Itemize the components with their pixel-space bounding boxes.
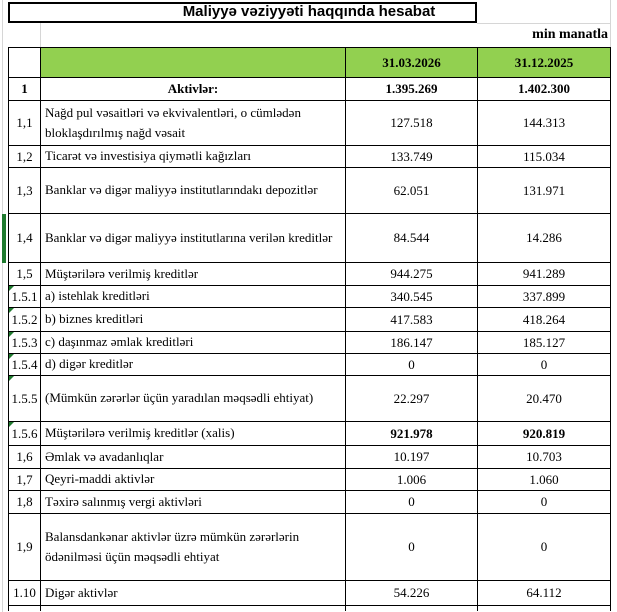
table-row [9, 332, 611, 354]
table-row [9, 263, 611, 286]
row-label-cell[interactable]: b) biznes kreditləri [41, 308, 346, 332]
row-number-cell[interactable]: 1,5 [9, 263, 41, 286]
table-row [9, 286, 611, 308]
row-label-cell[interactable]: a) istehlak kreditləri [41, 286, 346, 308]
row-number-cell[interactable]: 1,9 [9, 514, 41, 581]
value-cell-2025[interactable]: 1.402.300 [478, 78, 611, 101]
row-number-cell[interactable]: 1,8 [9, 491, 41, 514]
value-cell-2026[interactable]: 0 [346, 514, 478, 581]
row-label-cell[interactable]: Müştərilərə verilmiş kreditlər [41, 263, 346, 286]
table-row [9, 146, 611, 168]
value-cell-2025[interactable]: 1.060 [478, 469, 611, 491]
value-cell-2025[interactable]: 185.127 [478, 332, 611, 354]
row-label-cell[interactable]: d) digər kreditlər [41, 354, 346, 376]
row-number-cell[interactable] [9, 376, 41, 422]
value-cell-2026[interactable]: 22.297 [346, 376, 478, 422]
table-row [9, 354, 611, 376]
error-indicator-triangle-icon [9, 286, 14, 291]
row-label-cell[interactable]: (Mümkün zərərlər üçün yaradılan məqsədli ehtiyat) [41, 376, 346, 422]
value-cell-2026[interactable]: 62.051 [346, 168, 478, 214]
table-row [9, 101, 611, 146]
value-cell-2025[interactable]: 418.264 [478, 308, 611, 332]
table-row [9, 422, 611, 446]
value-cell-2026[interactable]: 340.545 [346, 286, 478, 308]
table-row [9, 514, 611, 581]
value-cell-2026[interactable]: 1.006 [346, 469, 478, 491]
value-cell-2026[interactable]: 186.147 [346, 332, 478, 354]
row-label-cell[interactable]: Nağd pul vəsaitləri və ekvivalentləri, o cümlədən bloklaşdırılmış nağd vəsait [41, 101, 346, 146]
value-cell-2025[interactable]: 0 [478, 354, 611, 376]
partial-cell [41, 606, 346, 611]
error-indicator-triangle-icon [9, 332, 14, 337]
error-indicator-triangle-icon [9, 354, 14, 359]
value-cell-2025[interactable]: 64.112 [478, 581, 611, 606]
table-header-row [9, 48, 611, 78]
row-label-cell[interactable]: Digər aktivlər [41, 581, 346, 606]
partial-cell [9, 606, 41, 611]
table-row [9, 78, 611, 101]
error-indicator-triangle-icon [9, 422, 14, 427]
value-cell-2025[interactable]: 0 [478, 514, 611, 581]
table-row [9, 214, 611, 263]
value-cell-2026[interactable]: 0 [346, 354, 478, 376]
table-row [9, 491, 611, 514]
row-label-cell[interactable]: Ticarət və investisiya qiymətli kağızları [41, 146, 346, 168]
partial-cell [478, 606, 611, 611]
row-label-cell[interactable]: c) daşınmaz əmlak kreditləri [41, 332, 346, 354]
row-number-cell[interactable] [9, 332, 41, 354]
value-cell-2026[interactable]: 944.275 [346, 263, 478, 286]
financial-table [8, 47, 611, 611]
green-left-marker [2, 214, 6, 263]
partial-cell [346, 606, 478, 611]
unit-note[interactable]: min manatla [532, 27, 608, 42]
row-number-cell[interactable]: 1,4 [9, 214, 41, 263]
report-title: Maliyyə vəziyyəti haqqında hesabat [182, 3, 436, 20]
error-indicator-triangle-icon [9, 308, 14, 313]
row-number: 1.5.6 [11, 425, 38, 441]
row-number: 1.5.3 [11, 334, 38, 350]
header-date-2026-cell[interactable]: 31.03.2026 [346, 48, 478, 78]
value-cell-2025[interactable]: 920.819 [478, 422, 611, 446]
gridline-left [2, 0, 3, 612]
value-cell-2026[interactable]: 417.583 [346, 308, 478, 332]
row-number-cell[interactable]: 1 [9, 78, 41, 101]
value-cell-2026[interactable]: 127.518 [346, 101, 478, 146]
value-cell-2026[interactable]: 54.226 [346, 581, 478, 606]
value-cell-2025[interactable]: 131.971 [478, 168, 611, 214]
row-number: 1.5.2 [11, 311, 38, 327]
value-cell-2025[interactable]: 337.899 [478, 286, 611, 308]
row-number-cell[interactable]: 1,1 [9, 101, 41, 146]
value-cell-2025[interactable]: 20.470 [478, 376, 611, 422]
row-number: 1.5.1 [11, 288, 38, 304]
table-row [9, 308, 611, 332]
row-number-cell[interactable]: 1,3 [9, 168, 41, 214]
header-label-cell[interactable] [41, 48, 346, 78]
value-cell-2025[interactable]: 0 [478, 491, 611, 514]
row-number-cell[interactable]: 1.10 [9, 581, 41, 606]
value-cell-2025[interactable]: 10.703 [478, 446, 611, 469]
table-row [9, 446, 611, 469]
value-cell-2025[interactable]: 115.034 [478, 146, 611, 168]
row-number: 1.5.5 [11, 390, 38, 406]
value-cell-2025[interactable]: 941.289 [478, 263, 611, 286]
row-number-cell[interactable] [9, 308, 41, 332]
table-row [9, 581, 611, 606]
value-cell-2025[interactable]: 144.313 [478, 101, 611, 146]
row-label-cell[interactable]: Aktivlər: [41, 78, 346, 101]
value-cell-2026[interactable]: 1.395.269 [346, 78, 478, 101]
row-label-cell[interactable]: Banklar və digər maliyyə institutlarına verilən kreditlər [41, 214, 346, 263]
row-number-cell[interactable] [9, 422, 41, 446]
row-label-cell[interactable]: Qeyri-maddi aktivlər [41, 469, 346, 491]
row-label-cell[interactable]: Banklar və digər maliyyə institutlarındakı depozitlər [41, 168, 346, 214]
row-number-cell[interactable] [9, 286, 41, 308]
row-number-cell[interactable]: 1,6 [9, 446, 41, 469]
row-label-cell[interactable]: Balansdankənar aktivlər üzrə mümkün zərərlərin ödənilməsi üçün məqsədli ehtiyat [41, 514, 346, 581]
value-cell-2026[interactable]: 921.978 [346, 422, 478, 446]
header-date-2025-cell[interactable]: 31.12.2025 [478, 48, 611, 78]
value-cell-2026[interactable]: 10.197 [346, 446, 478, 469]
row-number-cell[interactable]: 1,2 [9, 146, 41, 168]
value-cell-2025[interactable]: 14.286 [478, 214, 611, 263]
header-number-cell[interactable] [9, 48, 41, 78]
table-row [9, 376, 611, 422]
row-number: 1.5.4 [11, 356, 38, 372]
row-number-cell[interactable] [9, 354, 41, 376]
error-indicator-triangle-icon [9, 376, 14, 381]
row-number-cell[interactable]: 1,7 [9, 469, 41, 491]
row-label-cell[interactable]: Müştərilərə verilmiş kreditlər (xalis) [41, 422, 346, 446]
title-row [8, 2, 610, 23]
row-label-cell[interactable]: Əmlak və avadanlıqlar [41, 446, 346, 469]
partial-row [9, 606, 611, 611]
value-cell-2026[interactable]: 0 [346, 491, 478, 514]
table-row [9, 168, 611, 214]
value-cell-2026[interactable]: 133.749 [346, 146, 478, 168]
row-label-cell[interactable]: Təxirə salınmış vergi aktivləri [41, 491, 346, 514]
table-row [9, 469, 611, 491]
value-cell-2026[interactable]: 84.544 [346, 214, 478, 263]
